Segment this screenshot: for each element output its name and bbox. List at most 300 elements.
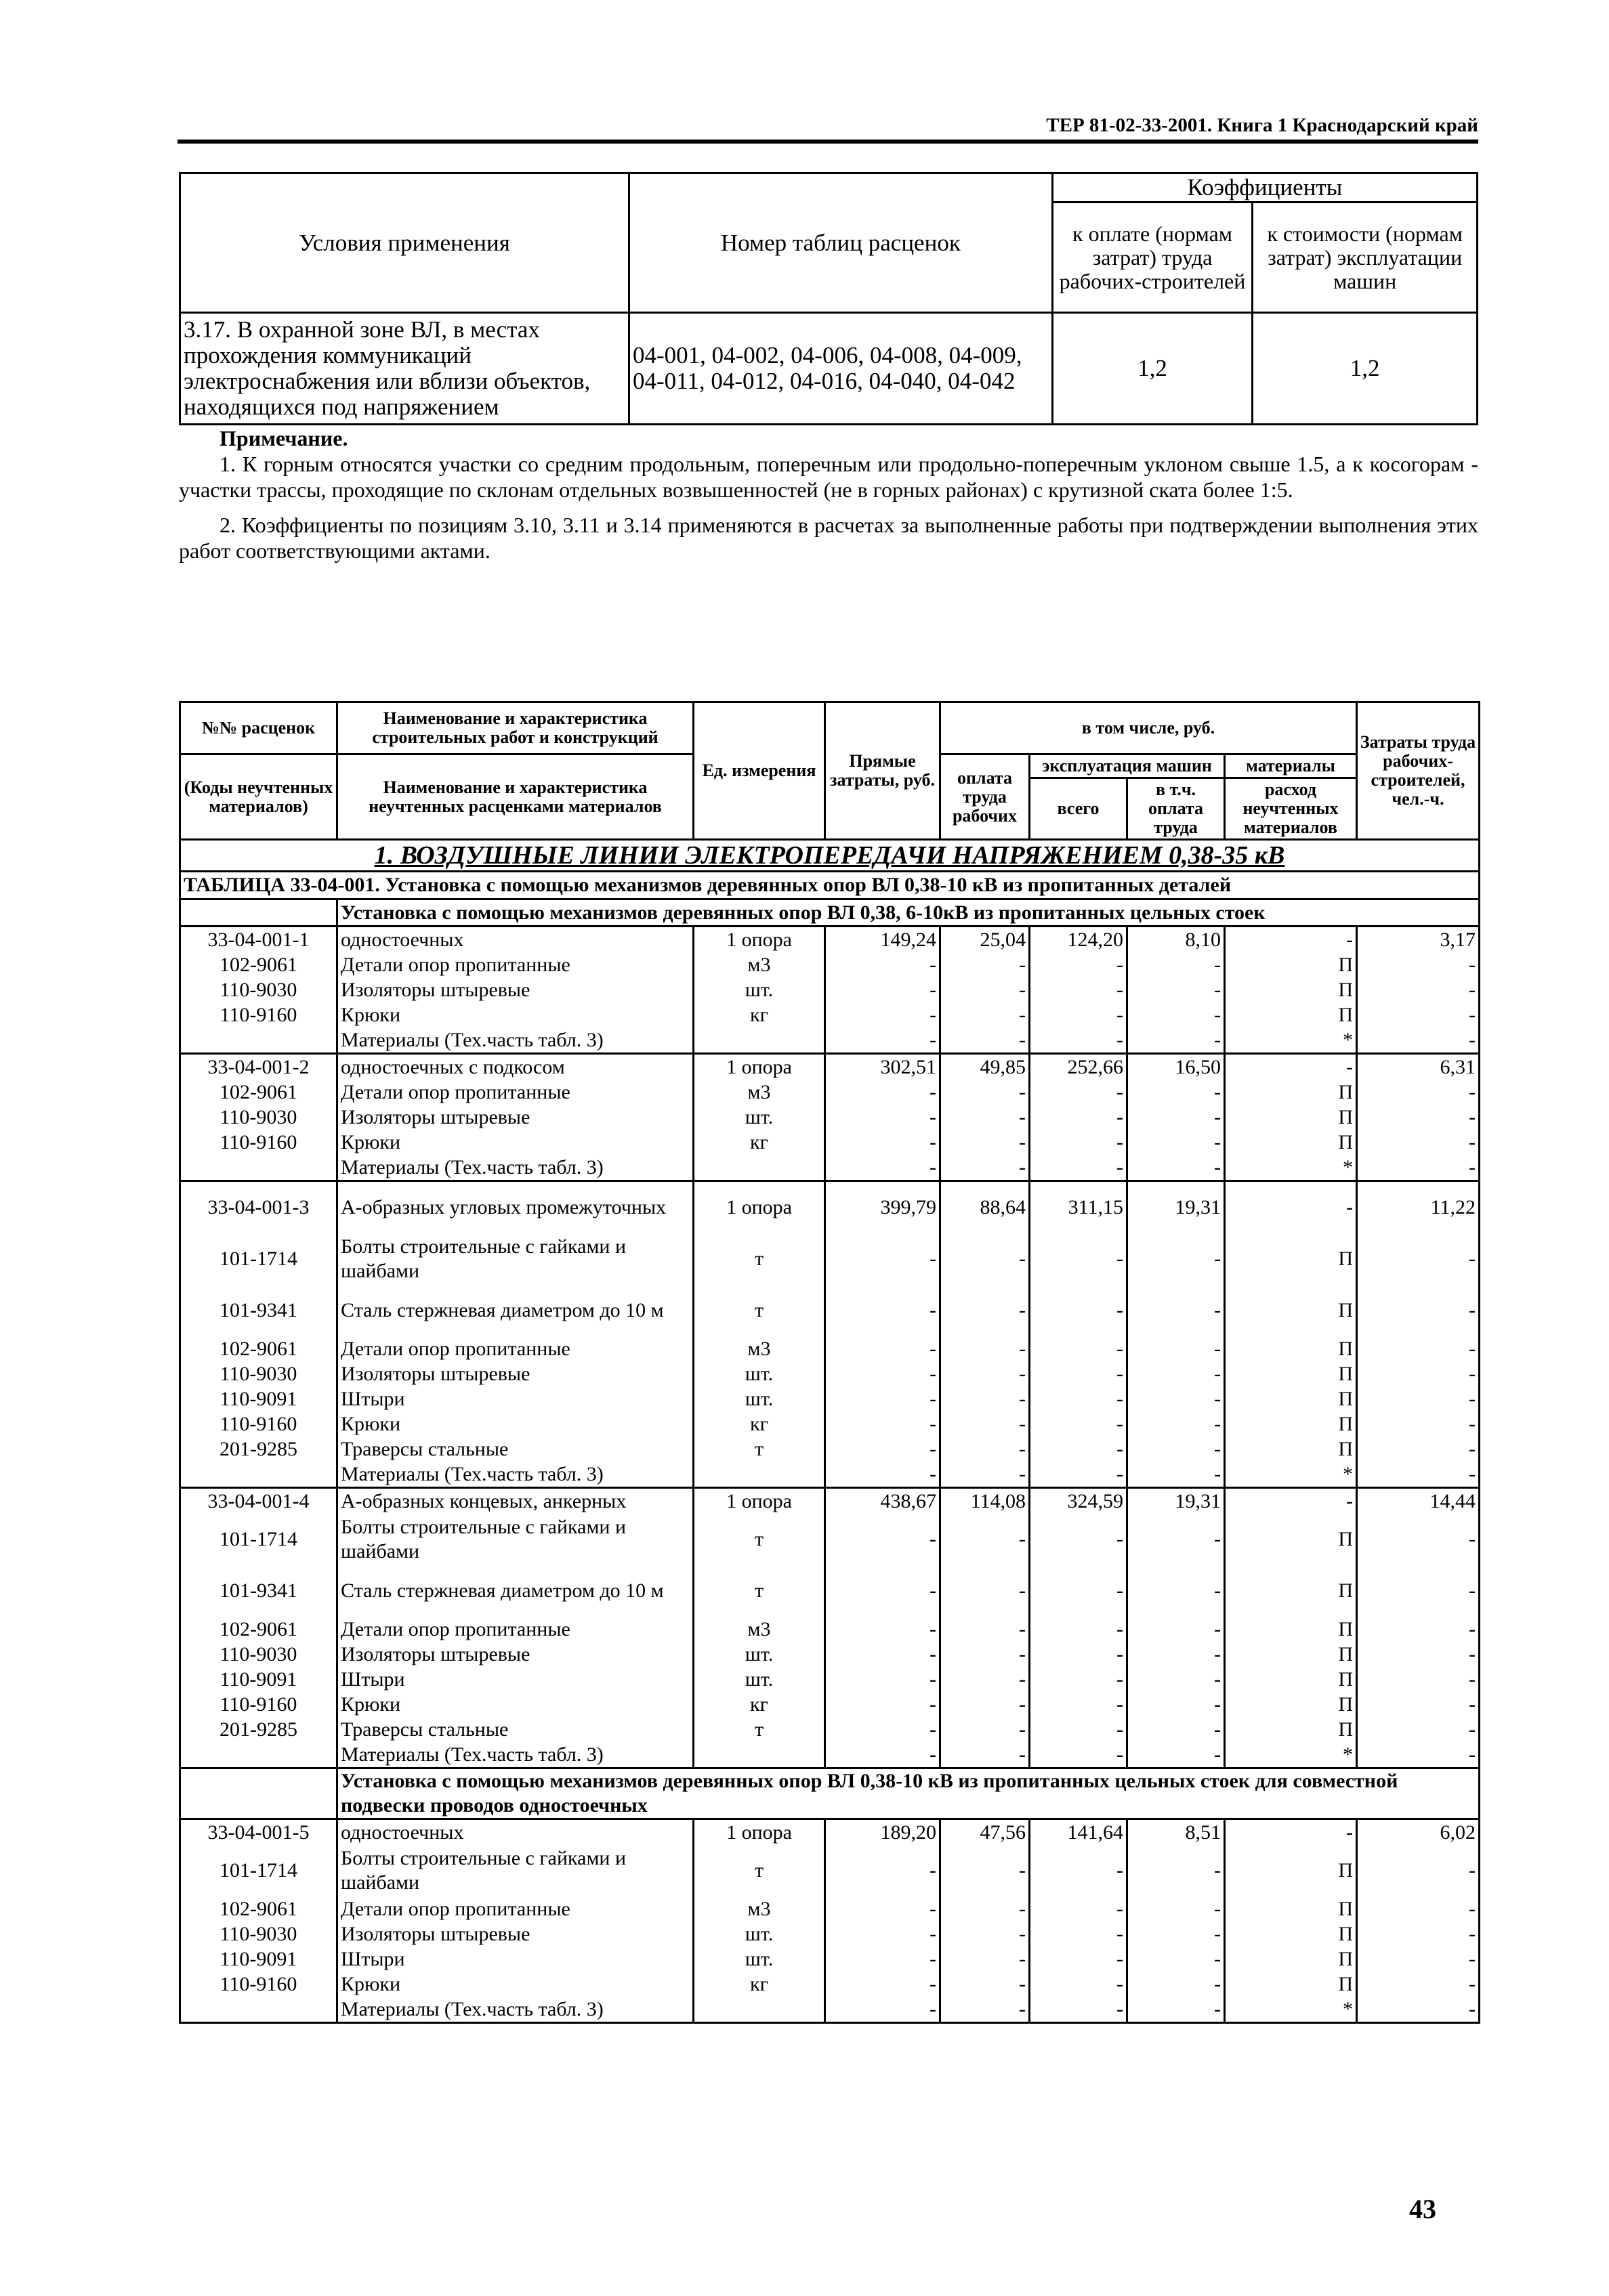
material-value: - — [825, 1285, 940, 1336]
materials-value: - — [1030, 1742, 1127, 1768]
h-mat-unaccounted: расход неучтенных материалов — [1225, 778, 1357, 840]
note-2: 2. Коэффициенты по позициям 3.10, 3.11 и 3.14 применяются в расчетах за выполненные работы при подтверждении выполнения этих работ соответствующими актами. — [179, 513, 1478, 563]
material-unit: шт. — [694, 1386, 825, 1411]
material-marker: П — [1225, 1921, 1357, 1947]
material-value: - — [940, 1972, 1030, 1997]
material-name: Изоляторы штыревые — [337, 1921, 694, 1947]
material-labor: - — [1357, 1130, 1480, 1155]
rate-machines-total: 324,59 — [1030, 1488, 1127, 1514]
material-value: - — [1030, 1921, 1127, 1947]
material-value: - — [940, 1002, 1030, 1027]
materials-ref: Материалы (Тех.часть табл. 3) — [337, 1997, 694, 2023]
h-incl-pay: в т.ч. оплата труда — [1127, 778, 1225, 840]
material-value: - — [940, 1845, 1030, 1896]
material-value: - — [825, 1233, 940, 1285]
materials-star: * — [1225, 1997, 1357, 2023]
materials-labor: - — [1357, 1027, 1480, 1054]
rate-labor-pay: 88,64 — [940, 1181, 1030, 1234]
col-tables-header: Номер таблиц расценок — [629, 173, 1052, 313]
material-code: 102-9061 — [180, 1080, 337, 1105]
material-value: - — [1030, 977, 1127, 1002]
material-marker: П — [1225, 1361, 1357, 1386]
material-labor: - — [1357, 977, 1480, 1002]
material-value: - — [1030, 1717, 1127, 1742]
material-code: 110-9160 — [180, 1002, 337, 1027]
material-name: Детали опор пропитанные — [337, 952, 694, 977]
material-labor: - — [1357, 1667, 1480, 1692]
material-value: - — [1030, 1972, 1127, 1997]
material-labor: - — [1357, 1233, 1480, 1285]
table-row — [180, 1130, 1480, 1155]
material-value: - — [940, 1386, 1030, 1411]
material-marker: П — [1225, 1411, 1357, 1437]
material-marker: П — [1225, 1002, 1357, 1027]
materials-labor: - — [1357, 1462, 1480, 1488]
table-row — [180, 1514, 1480, 1565]
table-row — [180, 1386, 1480, 1411]
materials-value: - — [825, 1462, 940, 1488]
material-value: - — [1030, 1002, 1127, 1027]
materials-value: - — [825, 1997, 940, 2023]
material-value: - — [1127, 1896, 1225, 1921]
table-row — [180, 1896, 1480, 1921]
material-value: - — [1127, 1717, 1225, 1742]
materials-value: - — [1127, 1155, 1225, 1181]
rate-machines-total: 124,20 — [1030, 927, 1127, 953]
material-value: - — [825, 1105, 940, 1130]
table-row — [180, 927, 1480, 953]
coefficients-table — [179, 172, 1478, 425]
materials-ref: Материалы (Тех.часть табл. 3) — [337, 1462, 694, 1488]
table-row — [180, 1642, 1480, 1667]
material-code: 101-1714 — [180, 1845, 337, 1896]
material-value: - — [1030, 1667, 1127, 1692]
rate-machines-total: 252,66 — [1030, 1054, 1127, 1080]
rate-machines-total: 311,15 — [1030, 1181, 1127, 1234]
labor-coef-cell: 1,2 — [1052, 313, 1253, 425]
material-name: Крюки — [337, 1972, 694, 1997]
h-unit: Ед. измерения — [694, 702, 825, 840]
material-value: - — [940, 977, 1030, 1002]
material-value: - — [940, 1361, 1030, 1386]
empty-cell — [180, 1768, 337, 1819]
rate-labor-pay: 49,85 — [940, 1054, 1030, 1080]
material-value: - — [1030, 1617, 1127, 1642]
material-name: Штыри — [337, 1386, 694, 1411]
material-value: - — [825, 1361, 940, 1386]
material-unit: м3 — [694, 952, 825, 977]
material-labor: - — [1357, 1080, 1480, 1105]
material-value: - — [825, 1845, 940, 1896]
material-value: - — [1030, 1130, 1127, 1155]
material-name: Изоляторы штыревые — [337, 1361, 694, 1386]
rate-labor-cost: 6,02 — [1357, 1819, 1480, 1846]
materials-value: - — [1030, 1462, 1127, 1488]
material-value: - — [940, 1947, 1030, 1972]
material-unit: т — [694, 1514, 825, 1565]
rate-machines-pay: 16,50 — [1127, 1054, 1225, 1080]
material-name: Крюки — [337, 1130, 694, 1155]
material-name: Детали опор пропитанные — [337, 1080, 694, 1105]
material-name: Детали опор пропитанные — [337, 1896, 694, 1921]
empty-cell — [694, 1742, 825, 1768]
header-title: ТЕР 81-02-33-2001. Книга 1 Краснодарский край — [1046, 114, 1478, 136]
materials-value: - — [825, 1027, 940, 1054]
table-row — [180, 1027, 1480, 1054]
col-labor-header: к оплате (нормам затрат) труда рабочих-строителей — [1052, 203, 1253, 313]
page-header — [177, 112, 1478, 144]
material-code: 201-9285 — [180, 1437, 337, 1462]
material-unit: шт. — [694, 1667, 825, 1692]
material-unit: шт. — [694, 1947, 825, 1972]
material-value: - — [1030, 1896, 1127, 1921]
material-unit: м3 — [694, 1896, 825, 1921]
material-value: - — [940, 1667, 1030, 1692]
material-value: - — [940, 1336, 1030, 1361]
group-title-1: Установка с помощью механизмов деревянных опор ВЛ 0,38, 6-10кВ из пропитанных цельных стоек — [337, 899, 1480, 927]
material-unit: т — [694, 1717, 825, 1742]
h-codes: №№ расценок — [180, 702, 337, 754]
material-labor: - — [1357, 1437, 1480, 1462]
materials-labor: - — [1357, 1997, 1480, 2023]
material-unit: шт. — [694, 977, 825, 1002]
table-row — [180, 1361, 1480, 1386]
h-labor-cost: Затраты труда рабочих-строителей, чел.-ч. — [1357, 702, 1480, 840]
material-labor: - — [1357, 1642, 1480, 1667]
materials-star: * — [1225, 1027, 1357, 1054]
material-labor: - — [1357, 1617, 1480, 1642]
empty-cell — [180, 1462, 337, 1488]
material-unit: кг — [694, 1972, 825, 1997]
h-name: Наименование и характеристика строительных работ и конструкций — [337, 702, 694, 754]
col-machines-header: к стоимости (нормам затрат) эксплуатации машин — [1253, 203, 1478, 313]
empty-cell — [694, 1155, 825, 1181]
material-value: - — [940, 1692, 1030, 1717]
material-value: - — [1030, 1692, 1127, 1717]
material-marker: П — [1225, 1233, 1357, 1285]
material-value: - — [825, 1565, 940, 1617]
materials-labor: - — [1357, 1742, 1480, 1768]
material-value: - — [1127, 1080, 1225, 1105]
material-labor: - — [1357, 1717, 1480, 1742]
material-unit: т — [694, 1565, 825, 1617]
material-value: - — [1127, 1514, 1225, 1565]
material-value: - — [1030, 1845, 1127, 1896]
materials-star: * — [1225, 1155, 1357, 1181]
material-value: - — [940, 1411, 1030, 1437]
material-unit: кг — [694, 1002, 825, 1027]
material-code: 110-9030 — [180, 1921, 337, 1947]
rate-materials: - — [1225, 1819, 1357, 1846]
material-labor: - — [1357, 1361, 1480, 1386]
table-row — [180, 1742, 1480, 1768]
h-direct: Прямые затраты, руб. — [825, 702, 940, 840]
material-value: - — [1030, 1080, 1127, 1105]
material-value: - — [1030, 1947, 1127, 1972]
material-value: - — [825, 1617, 940, 1642]
h-total: всего — [1030, 778, 1127, 840]
material-value: - — [1030, 1233, 1127, 1285]
material-value: - — [940, 1080, 1030, 1105]
table-row — [180, 1692, 1480, 1717]
material-labor: - — [1357, 952, 1480, 977]
materials-ref: Материалы (Тех.часть табл. 3) — [337, 1027, 694, 1054]
rate-direct-cost: 399,79 — [825, 1181, 940, 1234]
rate-labor-pay: 25,04 — [940, 927, 1030, 953]
material-value: - — [825, 1692, 940, 1717]
material-value: - — [940, 1921, 1030, 1947]
material-labor: - — [1357, 1411, 1480, 1437]
materials-value: - — [940, 1155, 1030, 1181]
material-code: 101-9341 — [180, 1565, 337, 1617]
table-row — [180, 1054, 1480, 1080]
empty-cell — [180, 1027, 337, 1054]
rate-unit: 1 опора — [694, 1181, 825, 1234]
material-name: Изоляторы штыревые — [337, 977, 694, 1002]
notes — [179, 425, 1478, 564]
col-conditions-header: Условия применения — [180, 173, 629, 313]
material-marker: П — [1225, 1617, 1357, 1642]
material-name: Траверсы стальные — [337, 1437, 694, 1462]
rate-name: одностоечных — [337, 1819, 694, 1846]
material-value: - — [1127, 1105, 1225, 1130]
material-marker: П — [1225, 1947, 1357, 1972]
material-code: 102-9061 — [180, 1617, 337, 1642]
material-unit: шт. — [694, 1921, 825, 1947]
rate-name: А-образных концевых, анкерных — [337, 1488, 694, 1514]
material-code: 110-9160 — [180, 1692, 337, 1717]
rate-unit: 1 опора — [694, 1819, 825, 1846]
rate-materials: - — [1225, 1054, 1357, 1080]
material-value: - — [940, 1717, 1030, 1742]
material-code: 201-9285 — [180, 1717, 337, 1742]
material-marker: П — [1225, 1105, 1357, 1130]
material-code: 101-1714 — [180, 1514, 337, 1565]
table-row — [180, 1667, 1480, 1692]
material-value: - — [825, 1642, 940, 1667]
material-value: - — [1127, 1565, 1225, 1617]
material-unit: т — [694, 1285, 825, 1336]
material-value: - — [940, 1233, 1030, 1285]
rate-machines-pay: 8,10 — [1127, 927, 1225, 953]
material-value: - — [825, 1437, 940, 1462]
rate-direct-cost: 438,67 — [825, 1488, 940, 1514]
materials-ref: Материалы (Тех.часть табл. 3) — [337, 1155, 694, 1181]
material-value: - — [1030, 1642, 1127, 1667]
table-row — [180, 1105, 1480, 1130]
material-marker: П — [1225, 1386, 1357, 1411]
section-title: 1. ВОЗДУШНЫЕ ЛИНИИ ЭЛЕКТРОПЕРЕДАЧИ НАПРЯЖЕНИЕМ 0,38-35 кВ — [180, 840, 1480, 872]
material-value: - — [940, 1130, 1030, 1155]
rate-materials: - — [1225, 1181, 1357, 1234]
h-machines: эксплуатация машин — [1030, 754, 1225, 778]
materials-value: - — [940, 1027, 1030, 1054]
material-code: 110-9030 — [180, 1642, 337, 1667]
rate-machines-pay: 8,51 — [1127, 1819, 1225, 1846]
table-row — [180, 1565, 1480, 1617]
col-coef-header: Коэффициенты — [1052, 173, 1477, 203]
materials-star: * — [1225, 1742, 1357, 1768]
material-value: - — [940, 1896, 1030, 1921]
material-unit: м3 — [694, 1080, 825, 1105]
material-code: 110-9030 — [180, 977, 337, 1002]
rate-labor-pay: 47,56 — [940, 1819, 1030, 1846]
empty-cell — [180, 1742, 337, 1768]
table-row — [180, 1437, 1480, 1462]
material-value: - — [1127, 1437, 1225, 1462]
material-code: 110-9091 — [180, 1947, 337, 1972]
material-code: 110-9160 — [180, 1130, 337, 1155]
material-code: 102-9061 — [180, 1336, 337, 1361]
material-value: - — [825, 952, 940, 977]
page-number: 43 — [1409, 2194, 1436, 2224]
material-marker: П — [1225, 1845, 1357, 1896]
materials-labor: - — [1357, 1155, 1480, 1181]
table-row — [180, 1819, 1480, 1846]
material-marker: П — [1225, 1437, 1357, 1462]
materials-value: - — [825, 1742, 940, 1768]
table-row — [180, 1181, 1480, 1234]
rate-code: 33-04-001-1 — [180, 927, 337, 953]
material-value: - — [940, 952, 1030, 977]
material-value: - — [940, 1514, 1030, 1565]
material-unit: т — [694, 1233, 825, 1285]
empty-cell — [180, 1155, 337, 1181]
material-labor: - — [1357, 1947, 1480, 1972]
material-value: - — [825, 1386, 940, 1411]
material-marker: П — [1225, 1972, 1357, 1997]
material-value: - — [940, 1437, 1030, 1462]
material-name: Детали опор пропитанные — [337, 1336, 694, 1361]
material-unit: т — [694, 1437, 825, 1462]
material-marker: П — [1225, 952, 1357, 977]
material-value: - — [1127, 1972, 1225, 1997]
materials-value: - — [1030, 1997, 1127, 2023]
material-value: - — [1127, 1361, 1225, 1386]
empty-cell — [180, 1997, 337, 2023]
rate-name: одностоечных — [337, 927, 694, 953]
material-value: - — [1127, 1233, 1225, 1285]
material-value: - — [825, 977, 940, 1002]
material-value: - — [825, 1514, 940, 1565]
material-value: - — [940, 1285, 1030, 1336]
material-value: - — [1030, 1336, 1127, 1361]
material-value: - — [1030, 1285, 1127, 1336]
materials-value: - — [1030, 1155, 1127, 1181]
material-value: - — [1127, 1845, 1225, 1896]
material-name: Штыри — [337, 1667, 694, 1692]
material-marker: П — [1225, 977, 1357, 1002]
tables-cell: 04-001, 04-002, 04-006, 04-008, 04-009, 04-011, 04-012, 04-016, 04-040, 04-042 — [629, 313, 1052, 425]
material-value: - — [825, 1921, 940, 1947]
rate-direct-cost: 302,51 — [825, 1054, 940, 1080]
rate-materials: - — [1225, 927, 1357, 953]
material-marker: П — [1225, 1565, 1357, 1617]
material-value: - — [1030, 1386, 1127, 1411]
material-value: - — [1127, 1130, 1225, 1155]
material-name: Крюки — [337, 1692, 694, 1717]
material-unit: кг — [694, 1130, 825, 1155]
materials-value: - — [1127, 1742, 1225, 1768]
material-name: Детали опор пропитанные — [337, 1617, 694, 1642]
table-row — [180, 1845, 1480, 1896]
material-unit: шт. — [694, 1642, 825, 1667]
table-title: ТАБЛИЦА 33-04-001. Установка с помощью механизмов деревянных опор ВЛ 0,38-10 кВ из пропитанных деталей — [180, 872, 1480, 899]
material-value: - — [1127, 1921, 1225, 1947]
h-labor-pay: оплата труда рабочих — [940, 754, 1030, 840]
material-value: - — [940, 1617, 1030, 1642]
material-marker: П — [1225, 1717, 1357, 1742]
material-labor: - — [1357, 1105, 1480, 1130]
table-row — [180, 1411, 1480, 1437]
empty-cell — [694, 1027, 825, 1054]
materials-value: - — [1127, 1462, 1225, 1488]
material-value: - — [825, 1336, 940, 1361]
rate-machines-pay: 19,31 — [1127, 1181, 1225, 1234]
table-row — [180, 952, 1480, 977]
material-unit: м3 — [694, 1336, 825, 1361]
materials-value: - — [940, 1997, 1030, 2023]
material-name: Траверсы стальные — [337, 1717, 694, 1742]
rate-direct-cost: 189,20 — [825, 1819, 940, 1846]
material-value: - — [1030, 1105, 1127, 1130]
h-incl: в том числе, руб. — [940, 702, 1357, 754]
materials-value: - — [1127, 1997, 1225, 2023]
material-value: - — [1030, 1565, 1127, 1617]
material-value: - — [940, 1105, 1030, 1130]
material-code: 110-9160 — [180, 1972, 337, 1997]
material-code: 102-9061 — [180, 952, 337, 977]
material-name: Изоляторы штыревые — [337, 1105, 694, 1130]
material-value: - — [825, 1080, 940, 1105]
material-code: 101-1714 — [180, 1233, 337, 1285]
material-labor: - — [1357, 1692, 1480, 1717]
table-row — [180, 1972, 1480, 1997]
material-marker: П — [1225, 1896, 1357, 1921]
material-labor: - — [1357, 1386, 1480, 1411]
material-code: 110-9160 — [180, 1411, 337, 1437]
material-code: 110-9030 — [180, 1105, 337, 1130]
note-1: 1. К горным относятся участки со средним продольным, поперечным или продольно-поперечным уклоном свыше 1.5, а к косогорам - участки трассы, проходящие по склонам отдельных возвышенностей (не в горных районах) с крутизной ската более 1:5. — [179, 452, 1478, 502]
material-marker: П — [1225, 1514, 1357, 1565]
empty-cell — [694, 1997, 825, 2023]
rate-machines-total: 141,64 — [1030, 1819, 1127, 1846]
rate-labor-cost: 6,31 — [1357, 1054, 1480, 1080]
material-name: Болты строительные с гайками и шайбами — [337, 1233, 694, 1285]
rate-labor-cost: 14,44 — [1357, 1488, 1480, 1514]
material-value: - — [1127, 1411, 1225, 1437]
material-marker: П — [1225, 1667, 1357, 1692]
material-value: - — [825, 1667, 940, 1692]
table-row — [180, 1285, 1480, 1336]
material-labor: - — [1357, 1285, 1480, 1336]
material-value: - — [1127, 977, 1225, 1002]
material-value: - — [1127, 1336, 1225, 1361]
material-marker: П — [1225, 1130, 1357, 1155]
material-value: - — [825, 1130, 940, 1155]
material-value: - — [940, 1565, 1030, 1617]
h-name2: Наименование и характеристика неучтенных расценками материалов — [337, 754, 694, 840]
rate-unit: 1 опора — [694, 1488, 825, 1514]
materials-star: * — [1225, 1462, 1357, 1488]
table-row — [180, 1717, 1480, 1742]
material-marker: П — [1225, 1336, 1357, 1361]
material-code: 110-9091 — [180, 1667, 337, 1692]
material-name: Сталь стержневая диаметром до 10 м — [337, 1565, 694, 1617]
empty-cell — [694, 1462, 825, 1488]
material-name: Болты строительные с гайками и шайбами — [337, 1845, 694, 1896]
table-row — [180, 1997, 1480, 2023]
